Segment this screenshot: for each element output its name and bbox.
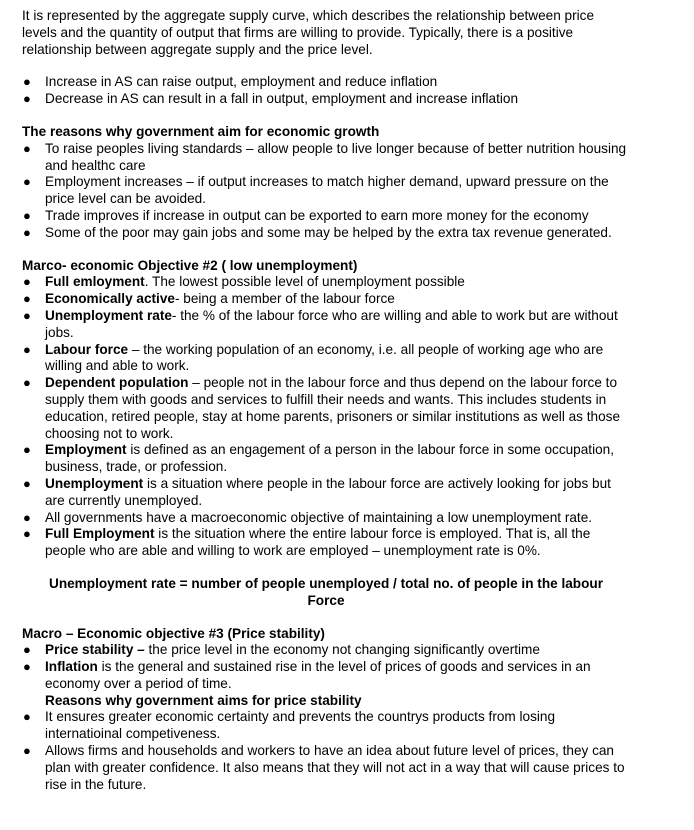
term: Economically active [45,291,175,307]
term: Dependent population [45,375,189,391]
definition: – the working population of an economy, i.e. all people of working age who are willing and able to work. [45,341,604,374]
list-item [22,659,630,693]
bullet-icon: ● [23,442,31,458]
list-item [22,208,630,225]
definition: is a situation where people in the labour force are actively looking for jobs but are currently unemployed. [45,475,611,508]
list-item-text: It ensures greater economic certainty and prevents the countrys products from losing internatioinal competiveness. [45,709,556,742]
growth-heading: The reasons why government aim for economic growth [22,123,380,139]
list-item [22,174,630,208]
bullet-icon: ● [23,291,31,307]
bullet-icon: ● [23,341,31,357]
bullet-icon: ● [23,642,31,658]
list-item [22,526,630,560]
list-item [22,510,630,527]
bullet-icon: ● [23,743,31,759]
term: Full emloyment [45,274,145,290]
objective3-list [22,642,630,692]
growth-list [22,141,630,242]
term: Labour force [45,341,129,357]
list-item-text: Allows firms and households and workers to have an idea about future level of prices, they can plan with greater confidence. It also means that they will not act in a way that will cause prices to rise in the future. [45,743,625,792]
document-page [22,8,630,793]
list-item [22,442,630,476]
price-stability-reasons-list [22,709,630,793]
bullet-icon: ● [23,709,31,725]
list-item [22,91,630,108]
as-list [22,74,630,108]
bullet-icon: ● [23,74,31,90]
spacer [22,242,630,258]
list-item [22,308,630,342]
term: Employment [45,442,127,458]
objective3-heading: Macro – Economic objective #3 (Price stability) [22,625,325,641]
term: Price stability – [45,642,145,658]
bullet-icon: ● [23,307,31,323]
bullet-icon: ● [23,91,31,107]
definition: All governments have a macroeconomic objective of maintaining a low unemployment rate. [45,509,593,525]
objective2-list [22,274,630,560]
list-item [22,342,630,376]
spacer [22,108,630,124]
term: Unemployment [45,475,144,491]
term: Full Employment [45,526,155,542]
bullet-icon: ● [23,174,31,190]
definition: – people not in the labour force and thus depend on the labour force to supply them with goods and services to fulfill their needs and wants. This includes students in education, retired people, stay at home parents, prisoners or similar institutions as well as those choosing not to work. [45,375,620,441]
list-item [22,74,630,91]
list-item [22,743,630,793]
bullet-icon: ● [23,659,31,675]
bullet-icon: ● [23,224,31,240]
bullet-icon: ● [23,207,31,223]
definition: - being a member of the labour force [174,291,395,307]
price-stability-reasons-heading: Reasons why government aims for price stability [45,692,362,708]
list-item-text: Some of the poor may gain jobs and some may be helped by the extra tax revenue generated. [45,224,612,240]
list-item-text: To raise peoples living standards – allow people to live longer because of better nutrition housing and healthc care [45,140,627,173]
list-item-text: Trade improves if increase in output can be exported to earn more money for the economy [45,207,589,223]
list-item-text: Decrease in AS can result in a fall in output, employment and increase inflation [45,91,519,107]
list-item [22,225,630,242]
definition: is the situation where the entire labour force is employed. That is, all the people who are able and willing to work are employed – unemployment rate is 0%. [45,526,591,559]
term: Inflation [45,659,98,675]
list-item-text: Increase in AS can raise output, employment and reduce inflation [45,74,438,90]
definition: - the % of the labour force who are willing and able to work but are without jobs. [45,307,618,340]
bullet-icon: ● [23,375,31,391]
bullet-icon: ● [23,526,31,542]
definition: the price level in the economy not changing significantly overtime [144,642,540,658]
bullet-icon: ● [23,475,31,491]
spacer [22,610,630,626]
spacer [22,560,630,576]
bullet-icon: ● [23,140,31,156]
intro-paragraph: It is represented by the aggregate supply curve, which describes the relationship between price levels and the quantity of output that firms are willing to provide. Typically, there is a positive relationship between aggregate supply and the price level. [22,8,595,57]
spacer [22,58,630,74]
unemployment-rate-formula: Unemployment rate = number of people unemployed / total no. of people in the labour Force [49,575,603,608]
term: Unemployment rate [45,307,172,323]
definition: is defined as an engagement of a person in the labour force in some occupation, business, trade, or profession. [45,442,615,475]
definition: is the general and sustained rise in the level of prices of goods and services in an economy over a period of time. [45,659,591,691]
list-item [22,375,630,442]
bullet-icon: ● [23,509,31,525]
list-item [22,476,630,510]
list-item-text: Employment increases – if output increases to match higher demand, upward pressure on the price level can be avoided. [45,174,609,207]
bullet-icon: ● [23,274,31,290]
list-item [22,274,630,291]
list-item [22,642,630,659]
list-item [22,141,630,175]
list-item [22,709,630,743]
list-item [22,291,630,308]
definition: . The lowest possible level of unemployment possible [144,274,465,290]
objective2-heading: Marco- economic Objective #2 ( low unemployment) [22,257,358,273]
